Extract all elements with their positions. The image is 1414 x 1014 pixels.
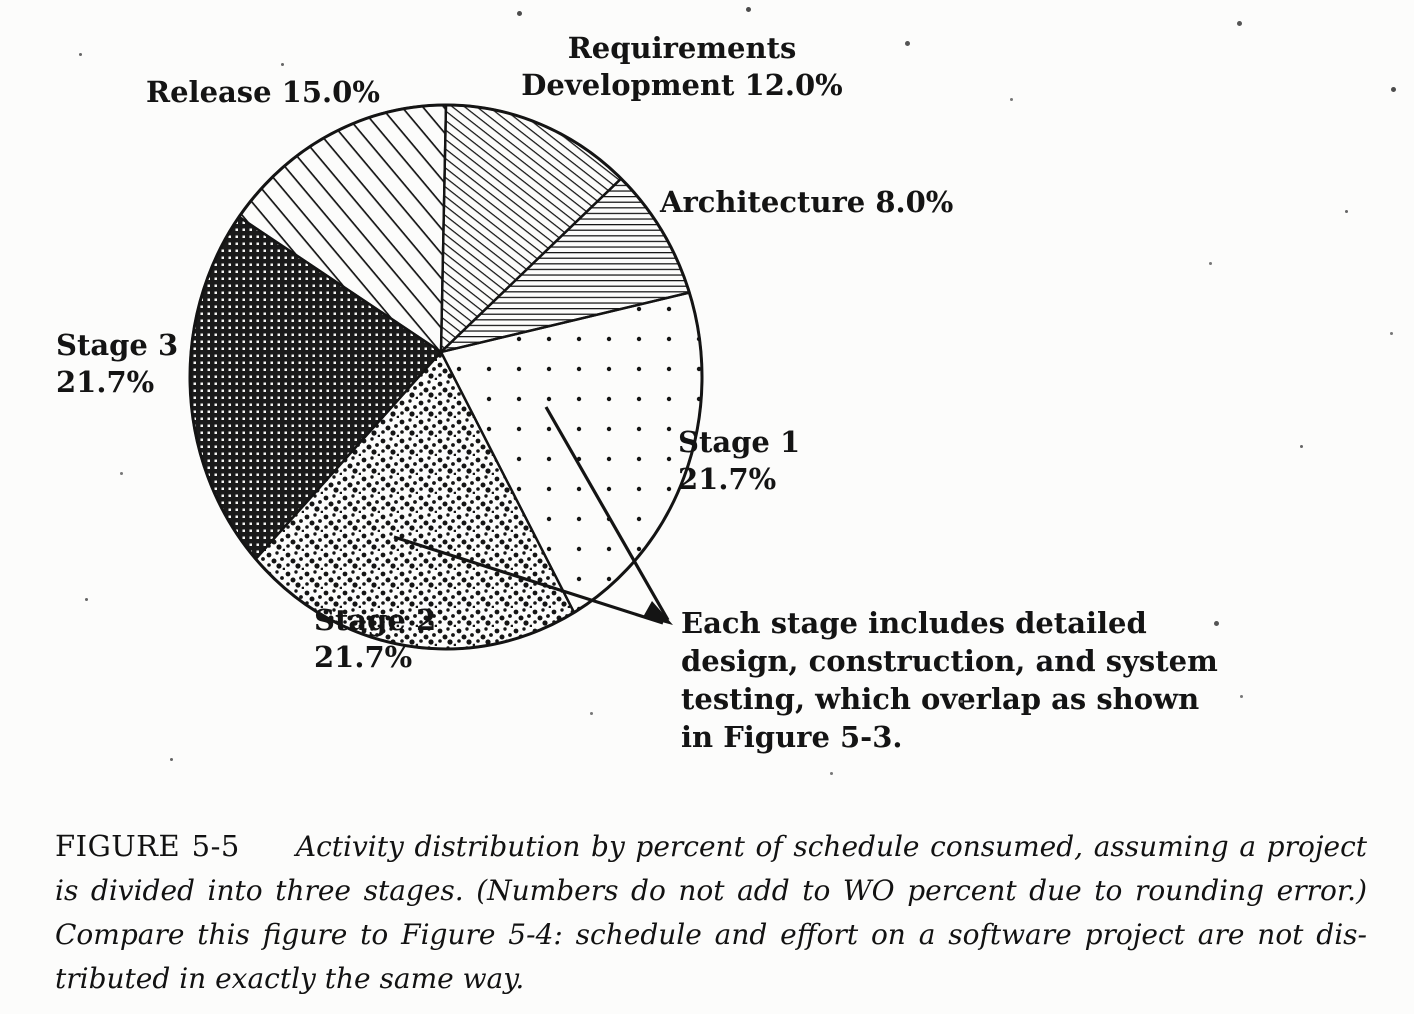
slice-label-line: 21.7% xyxy=(678,462,777,496)
stage-annotation xyxy=(681,604,1218,756)
slice-label-stage2 xyxy=(314,602,436,676)
caption-line xyxy=(55,824,1367,869)
annotation-line: Each stage includes detailed xyxy=(681,606,1147,640)
pie-wedges xyxy=(190,105,702,649)
slice-label-line: 21.7% xyxy=(314,640,413,674)
slice-label-line: Stage 3 xyxy=(56,328,179,362)
slice-label-line: Stage 1 xyxy=(678,425,801,459)
caption-text: Activity distribution by percent of schedule consumed, assuming a project xyxy=(295,830,1368,863)
slice-label-line: Stage 2 xyxy=(314,603,437,637)
slice-label-line: 21.7% xyxy=(56,365,155,399)
caption-line: Compare this figure to Figure 5-4: schedule and effort on a software project are not dis- xyxy=(55,918,1367,951)
slice-label-stage3 xyxy=(56,327,178,401)
slice-label-line: Requirements xyxy=(567,31,797,65)
slice-label-stage1 xyxy=(678,424,800,498)
figure-caption xyxy=(55,824,1367,1001)
caption-figure-label: FIGURE 5-5 xyxy=(55,829,240,863)
slice-label-requirements-development xyxy=(480,30,884,104)
caption-line: is divided into three stages. (Numbers do not add to WO percent due to rounding error.) xyxy=(55,874,1367,907)
annotation-line: design, construction, and system xyxy=(681,644,1218,678)
slice-label-line: Development 12.0% xyxy=(521,68,843,102)
slice-label-architecture: Architecture 8.0% xyxy=(660,185,954,219)
slice-label-release: Release 15.0% xyxy=(146,75,380,109)
scan-noise-specks xyxy=(0,0,3,3)
annotation-line: testing, which overlap as shown xyxy=(681,682,1200,716)
annotation-line: in Figure 5-3. xyxy=(681,720,903,754)
caption-line: tributed in exactly the same way. xyxy=(55,962,525,995)
